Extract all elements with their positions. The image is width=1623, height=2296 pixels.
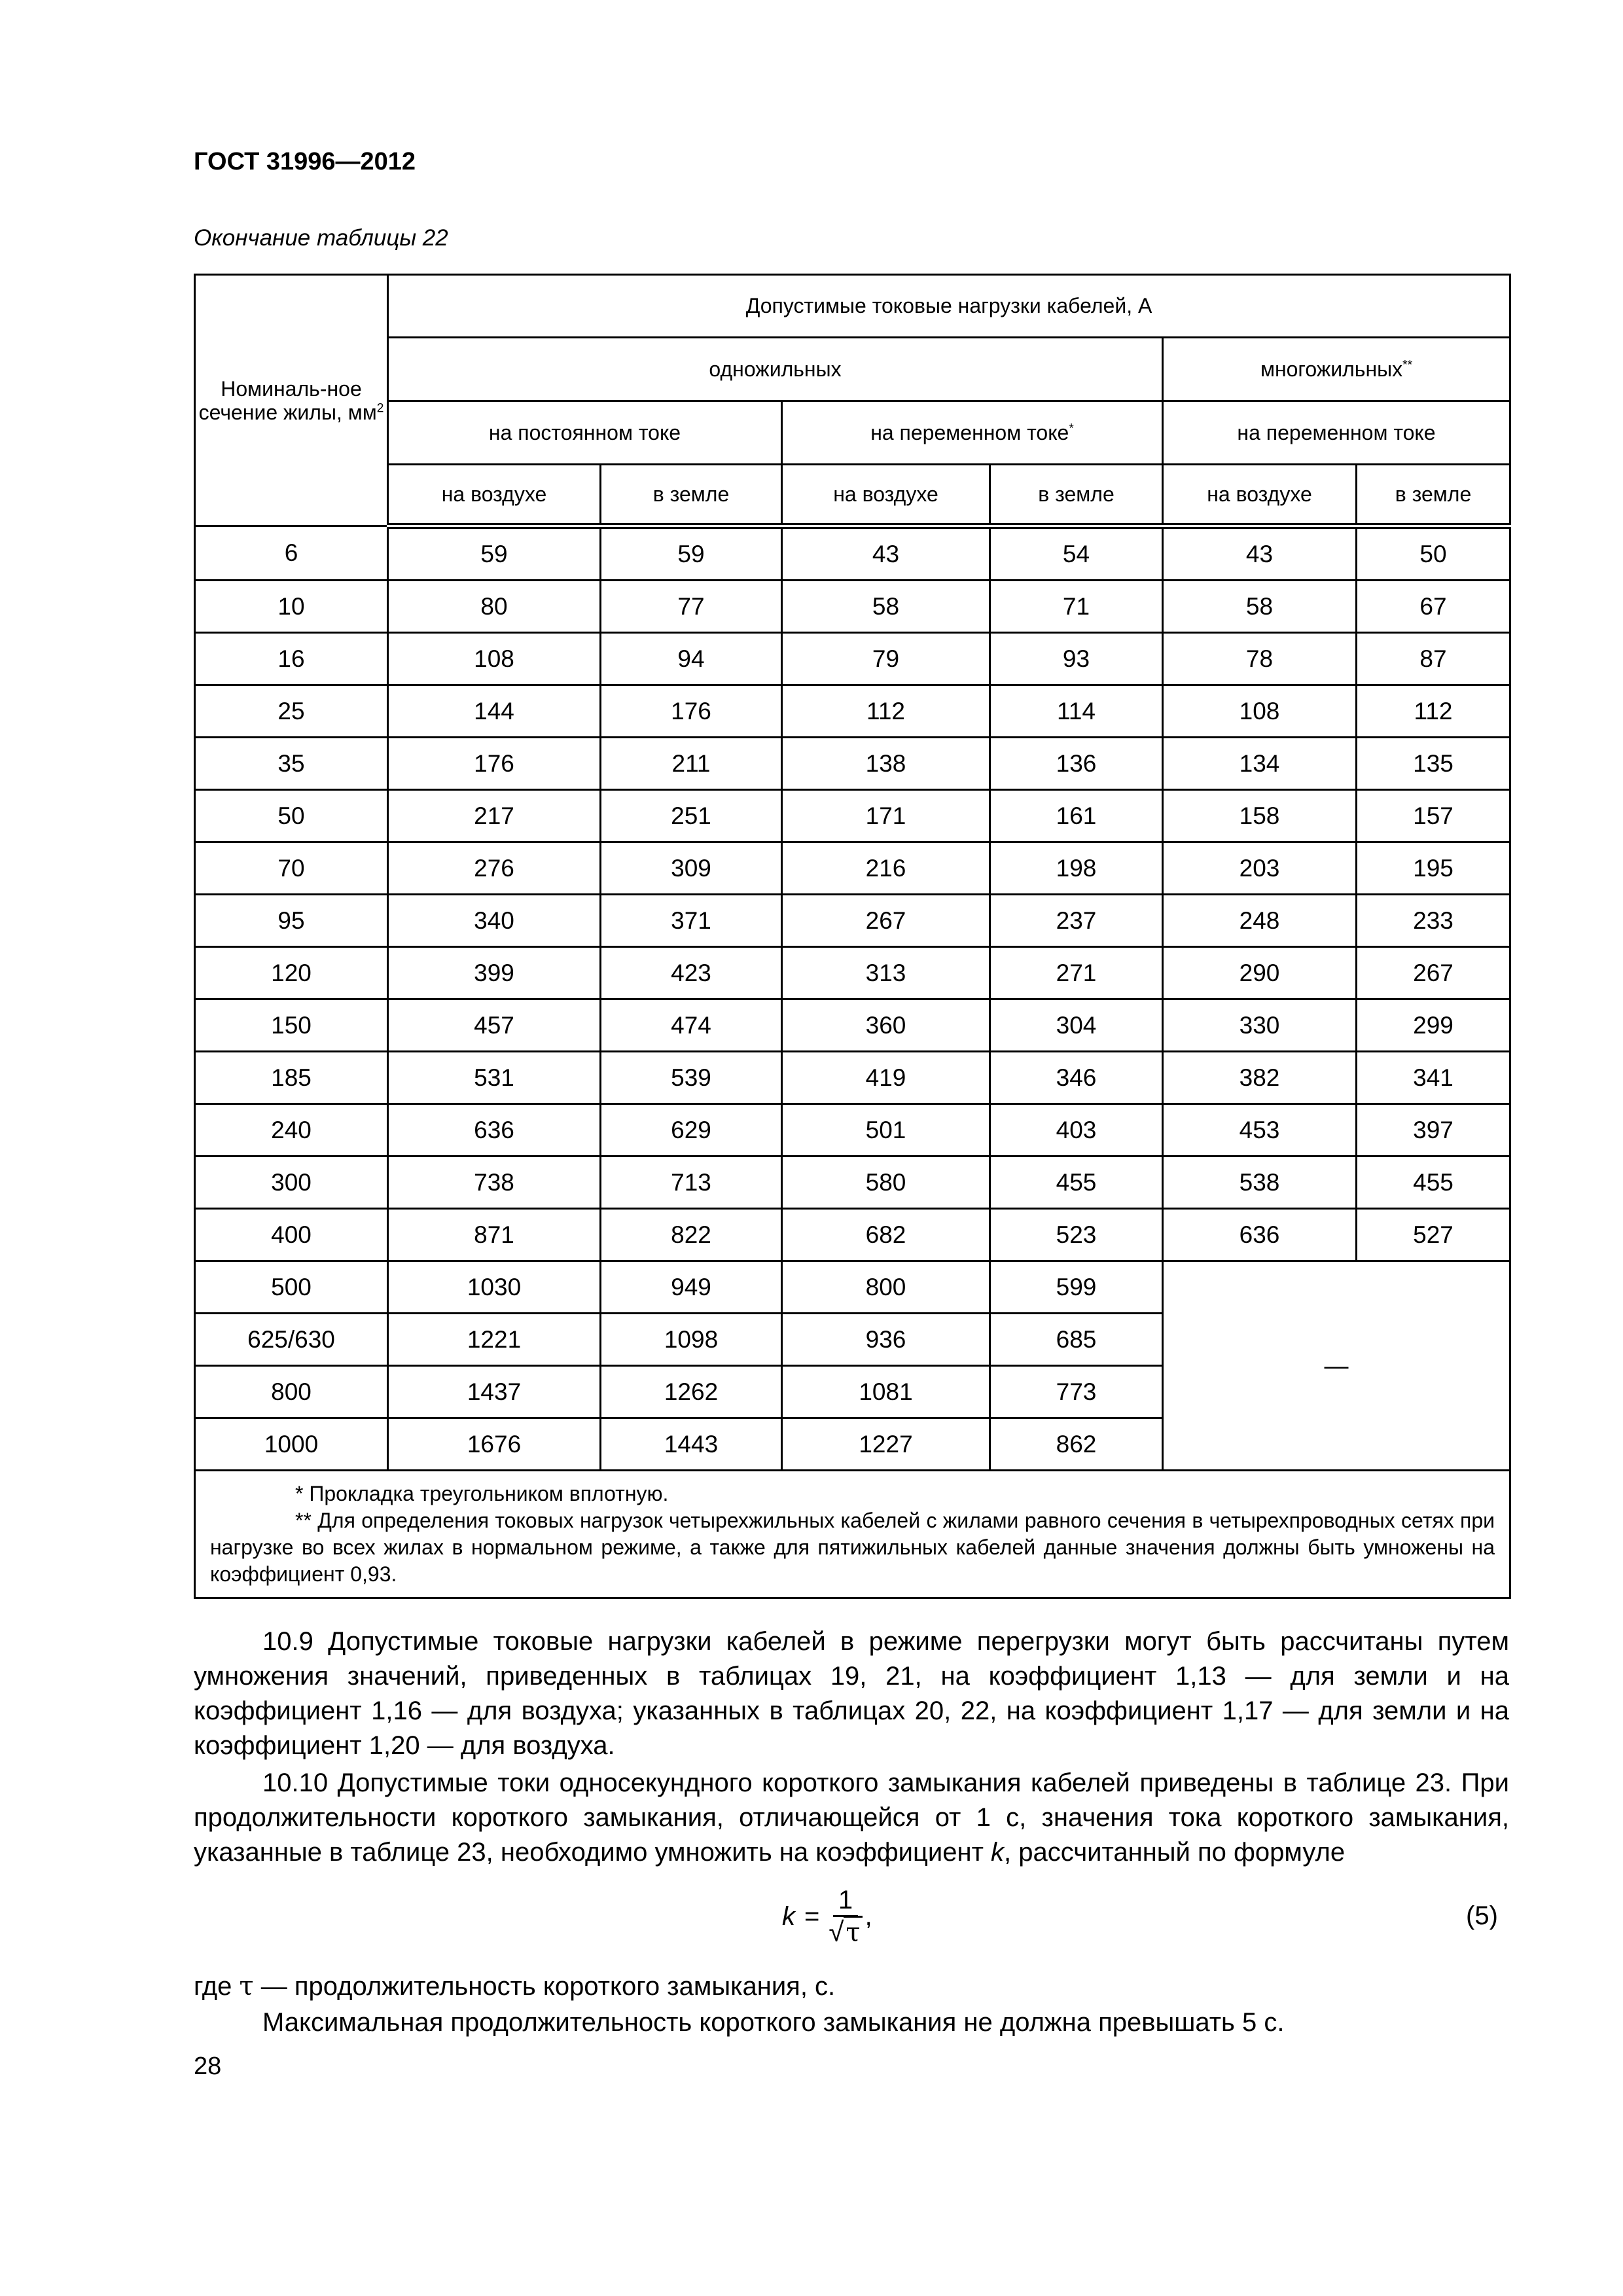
value-cell: 397 bbox=[1357, 1104, 1510, 1157]
multi-core-header: многожильных** bbox=[1163, 338, 1510, 401]
paragraph-10-10: 10.10 Допустимые токи односекундного короткого замыкания кабелей приведены в таблице 23. При продолжительности короткого замыкания, отличающейся от 1 с, значения тока короткого замыкания, указанные в таблице 23, необходимо умножить на коэффициент k, рассчитанный по формуле bbox=[194, 1768, 1509, 1867]
value-cell: 112 bbox=[1357, 685, 1510, 738]
value-cell: 423 bbox=[601, 947, 782, 999]
page-number: 28 bbox=[194, 2053, 222, 2080]
no-data-dash: — bbox=[1163, 1261, 1510, 1471]
value-cell: 862 bbox=[990, 1418, 1163, 1471]
value-cell: 629 bbox=[601, 1104, 782, 1157]
table-row bbox=[195, 1209, 1510, 1261]
paragraph-10-9: 10.9 Допустимые токовые нагрузки кабелей в режиме перегрузки могут быть рассчитаны путем умножения значений, приведенных в таблицах 19, 21, на коэффициент 1,13 — для земли и на коэффициент 1,16 — для воздуха; указанных в таблицах 20, 22, на коэффициент 1,17 — для земли и на коэффициент 1,20 — для воздуха. bbox=[194, 1627, 1509, 1760]
table-row bbox=[195, 790, 1510, 842]
page-header: ГОСТ 31996—2012 bbox=[194, 148, 416, 175]
table-caption: Окончание таблицы 22 bbox=[194, 225, 448, 251]
value-cell: 267 bbox=[782, 895, 990, 947]
sqrt-icon: √ bbox=[829, 1916, 844, 1947]
value-cell: 304 bbox=[990, 999, 1163, 1052]
value-cell: 501 bbox=[782, 1104, 990, 1157]
value-cell: 108 bbox=[1163, 685, 1357, 738]
value-cell: 71 bbox=[990, 581, 1163, 633]
value-cell: 340 bbox=[388, 895, 601, 947]
section-column-header: Номиналь-ное сечение жилы, $мм^2$ bbox=[195, 275, 388, 526]
value-cell: 93 bbox=[990, 633, 1163, 685]
table-row bbox=[195, 895, 1510, 947]
value-cell: 80 bbox=[388, 581, 601, 633]
formula-fraction bbox=[829, 1885, 862, 1948]
value-cell: 203 bbox=[1163, 842, 1357, 895]
value-cell: 330 bbox=[1163, 999, 1357, 1052]
table-row bbox=[195, 1157, 1510, 1209]
value-cell: 43 bbox=[1163, 526, 1357, 581]
value-cell: 341 bbox=[1357, 1052, 1510, 1104]
formula-comma: , bbox=[865, 1901, 872, 1931]
top-header: Допустимые токовые нагрузки кабелей, А bbox=[388, 275, 1510, 338]
formula-lhs: k bbox=[782, 1901, 795, 1931]
value-cell: 936 bbox=[782, 1314, 990, 1366]
in-air-header: на воздухе bbox=[388, 465, 601, 526]
table-row bbox=[195, 738, 1510, 790]
value-cell: 1262 bbox=[601, 1366, 782, 1418]
value-cell: 290 bbox=[1163, 947, 1357, 999]
value-cell: 58 bbox=[1163, 581, 1357, 633]
value-cell: 1030 bbox=[388, 1261, 601, 1314]
in-ground-header: в земле bbox=[990, 465, 1163, 526]
value-cell: 453 bbox=[1163, 1104, 1357, 1157]
value-cell: 59 bbox=[601, 526, 782, 581]
value-cell: 455 bbox=[1357, 1157, 1510, 1209]
value-cell: 636 bbox=[388, 1104, 601, 1157]
value-cell: 176 bbox=[601, 685, 782, 738]
section-cell: 95 bbox=[195, 895, 388, 947]
section-cell: 120 bbox=[195, 947, 388, 999]
value-cell: 1098 bbox=[601, 1314, 782, 1366]
value-cell: 1081 bbox=[782, 1366, 990, 1418]
dc-header: на постоянном токе bbox=[388, 401, 782, 465]
value-cell: 455 bbox=[990, 1157, 1163, 1209]
value-cell: 78 bbox=[1163, 633, 1357, 685]
value-cell: 299 bbox=[1357, 999, 1510, 1052]
value-cell: 271 bbox=[990, 947, 1163, 999]
value-cell: 523 bbox=[990, 1209, 1163, 1261]
value-cell: 773 bbox=[990, 1366, 1163, 1418]
value-cell: 538 bbox=[1163, 1157, 1357, 1209]
value-cell: 309 bbox=[601, 842, 782, 895]
current-load-table bbox=[194, 274, 1511, 1599]
section-cell: 800 bbox=[195, 1366, 388, 1418]
value-cell: 195 bbox=[1357, 842, 1510, 895]
table-body bbox=[195, 526, 1510, 1471]
value-cell: 138 bbox=[782, 738, 990, 790]
section-cell: 240 bbox=[195, 1104, 388, 1157]
value-cell: 248 bbox=[1163, 895, 1357, 947]
value-cell: 50 bbox=[1357, 526, 1510, 581]
table-row bbox=[195, 1052, 1510, 1104]
section-cell: 185 bbox=[195, 1052, 388, 1104]
value-cell: 276 bbox=[388, 842, 601, 895]
value-cell: 79 bbox=[782, 633, 990, 685]
value-cell: 346 bbox=[990, 1052, 1163, 1104]
value-cell: 267 bbox=[1357, 947, 1510, 999]
value-cell: 135 bbox=[1357, 738, 1510, 790]
section-cell: 625/630 bbox=[195, 1314, 388, 1366]
ac-header: на переменном токе* bbox=[782, 401, 1163, 465]
formula-equals: = bbox=[804, 1901, 820, 1931]
value-cell: 198 bbox=[990, 842, 1163, 895]
value-cell: 94 bbox=[601, 633, 782, 685]
value-cell: 67 bbox=[1357, 581, 1510, 633]
value-cell: 54 bbox=[990, 526, 1163, 581]
value-cell: 360 bbox=[782, 999, 990, 1052]
table-row bbox=[195, 1104, 1510, 1157]
formula-numerator: 1 bbox=[833, 1885, 858, 1917]
value-cell: 114 bbox=[990, 685, 1163, 738]
value-cell: 216 bbox=[782, 842, 990, 895]
ac-multi-header: на переменном токе bbox=[1163, 401, 1510, 465]
table-row bbox=[195, 1261, 1510, 1314]
in-air-header: на воздухе bbox=[1163, 465, 1357, 526]
section-cell: 25 bbox=[195, 685, 388, 738]
note-single: * Прокладка треугольником вплотную. bbox=[295, 1482, 669, 1505]
value-cell: 599 bbox=[990, 1261, 1163, 1314]
table-row bbox=[195, 581, 1510, 633]
note-multi: ** Для определения токовых нагрузок четырехжильных кабелей с жилами равного сечения в четырехпроводных сетях при нагрузке во всех жилах в нормальном режиме, а также для пятижильных кабелей данные значения должны быть умножены на коэффициент 0,93. bbox=[210, 1509, 1495, 1586]
table-row bbox=[195, 685, 1510, 738]
table-row bbox=[195, 999, 1510, 1052]
section-cell: 150 bbox=[195, 999, 388, 1052]
paragraph-max-duration: Максимальная продолжительность короткого замыкания не должна превышать 5 с. bbox=[262, 2008, 1285, 2037]
section-cell: 300 bbox=[195, 1157, 388, 1209]
value-cell: 144 bbox=[388, 685, 601, 738]
paragraph-where: где τ — продолжительность короткого замыкания, с. bbox=[194, 1971, 836, 2001]
value-cell: 1437 bbox=[388, 1366, 601, 1418]
value-cell: 580 bbox=[782, 1157, 990, 1209]
value-cell: 371 bbox=[601, 895, 782, 947]
value-cell: 211 bbox=[601, 738, 782, 790]
value-cell: 108 bbox=[388, 633, 601, 685]
formula-denominator bbox=[829, 1917, 862, 1948]
in-ground-header: в земле bbox=[601, 465, 782, 526]
section-cell: 400 bbox=[195, 1209, 388, 1261]
value-cell: 237 bbox=[990, 895, 1163, 947]
value-cell: 682 bbox=[782, 1209, 990, 1261]
value-cell: 1221 bbox=[388, 1314, 601, 1366]
value-cell: 77 bbox=[601, 581, 782, 633]
value-cell: 313 bbox=[782, 947, 990, 999]
value-cell: 738 bbox=[388, 1157, 601, 1209]
table-row bbox=[195, 526, 1510, 581]
value-cell: 539 bbox=[601, 1052, 782, 1104]
value-cell: 419 bbox=[782, 1052, 990, 1104]
table-row bbox=[195, 947, 1510, 999]
value-cell: 136 bbox=[990, 738, 1163, 790]
value-cell: 171 bbox=[782, 790, 990, 842]
value-cell: 217 bbox=[388, 790, 601, 842]
value-cell: 822 bbox=[601, 1209, 782, 1261]
value-cell: 474 bbox=[601, 999, 782, 1052]
value-cell: 382 bbox=[1163, 1052, 1357, 1104]
section-cell: 50 bbox=[195, 790, 388, 842]
single-core-header: одножильных bbox=[388, 338, 1163, 401]
table-row bbox=[195, 842, 1510, 895]
section-cell: 10 bbox=[195, 581, 388, 633]
value-cell: 871 bbox=[388, 1209, 601, 1261]
value-cell: 685 bbox=[990, 1314, 1163, 1366]
value-cell: 403 bbox=[990, 1104, 1163, 1157]
value-cell: 87 bbox=[1357, 633, 1510, 685]
value-cell: 112 bbox=[782, 685, 990, 738]
value-cell: 58 bbox=[782, 581, 990, 633]
value-cell: 59 bbox=[388, 526, 601, 581]
value-cell: 134 bbox=[1163, 738, 1357, 790]
value-cell: 713 bbox=[601, 1157, 782, 1209]
value-cell: 1443 bbox=[601, 1418, 782, 1471]
section-cell: 16 bbox=[195, 633, 388, 685]
section-cell: 70 bbox=[195, 842, 388, 895]
equation-number: (5) bbox=[1466, 1901, 1498, 1930]
value-cell: 176 bbox=[388, 738, 601, 790]
value-cell: 43 bbox=[782, 526, 990, 581]
value-cell: 1227 bbox=[782, 1418, 990, 1471]
table-row bbox=[195, 633, 1510, 685]
value-cell: 949 bbox=[601, 1261, 782, 1314]
value-cell: 399 bbox=[388, 947, 601, 999]
value-cell: 1676 bbox=[388, 1418, 601, 1471]
value-cell: 531 bbox=[388, 1052, 601, 1104]
section-cell: 6 bbox=[195, 526, 388, 581]
section-cell: 1000 bbox=[195, 1418, 388, 1471]
value-cell: 457 bbox=[388, 999, 601, 1052]
value-cell: 636 bbox=[1163, 1209, 1357, 1261]
section-cell: 500 bbox=[195, 1261, 388, 1314]
in-air-header: на воздухе bbox=[782, 465, 990, 526]
value-cell: 158 bbox=[1163, 790, 1357, 842]
section-cell: 35 bbox=[195, 738, 388, 790]
in-ground-header: в земле bbox=[1357, 465, 1510, 526]
value-cell: 233 bbox=[1357, 895, 1510, 947]
formula-5 bbox=[782, 1885, 872, 1948]
value-cell: 527 bbox=[1357, 1209, 1510, 1261]
value-cell: 800 bbox=[782, 1261, 990, 1314]
value-cell: 157 bbox=[1357, 790, 1510, 842]
value-cell: 161 bbox=[990, 790, 1163, 842]
value-cell: 251 bbox=[601, 790, 782, 842]
table-notes bbox=[195, 1471, 1510, 1598]
formula-tau: τ bbox=[844, 1916, 862, 1948]
table-header bbox=[195, 275, 1510, 526]
